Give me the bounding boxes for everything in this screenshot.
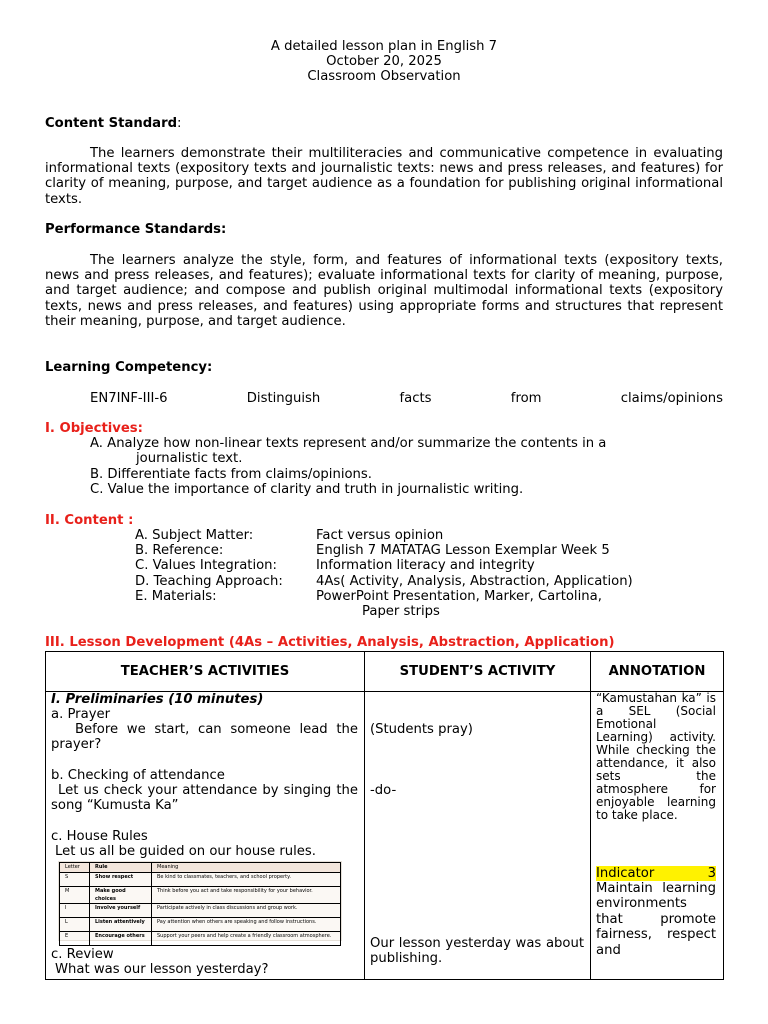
rule-name: Show respect bbox=[90, 873, 152, 887]
content-materials-continued: Paper strips bbox=[362, 604, 440, 619]
column-teacher: TEACHER’S ACTIVITIES bbox=[46, 652, 365, 692]
objective-a: A. Analyze how non-linear texts represent and/or summarize the contents in a bbox=[90, 436, 607, 451]
house-rules-heading: c. House Rules bbox=[51, 829, 148, 844]
rules-row bbox=[60, 873, 341, 887]
rule-letter: M bbox=[60, 887, 90, 904]
document-date: October 20, 2025 bbox=[326, 54, 442, 69]
attendance-heading: b. Checking of attendance bbox=[51, 768, 225, 783]
student-pray: (Students pray) bbox=[370, 722, 473, 737]
rule-meaning: Support your peers and help create a friendly classroom atmosphere. bbox=[152, 932, 341, 946]
student-answer: Our lesson yesterday was about publishing. bbox=[370, 936, 584, 967]
column-annotation: ANNOTATION bbox=[591, 652, 724, 692]
rules-row bbox=[60, 918, 341, 932]
annotation-indicator: Indicator 3 bbox=[596, 866, 716, 881]
rules-header-letter: Letter bbox=[60, 863, 90, 873]
rule-letter: L bbox=[60, 918, 90, 932]
learning-competency-text: EN7INF-III-6 Distinguish facts from claims/opinions bbox=[90, 391, 723, 406]
lesson-table bbox=[45, 651, 724, 980]
lesson-table-header bbox=[46, 652, 724, 692]
rule-meaning: Pay attention when others are speaking and follow instructions. bbox=[152, 918, 341, 932]
teacher-cell bbox=[46, 692, 365, 980]
rules-row bbox=[60, 904, 341, 918]
annotation-sel: “Kamustahan ka” is a SEL (Social Emotional Learning) activity. While checking the attendance, it also sets the atmosphere for enjoyable learning to take place. bbox=[596, 692, 716, 822]
rule-name: Encourage others bbox=[90, 932, 152, 946]
annotation-indicator-text: Maintain learning environments that promote fairness, respect and bbox=[596, 881, 716, 958]
rule-name: Listen attentively bbox=[90, 918, 152, 932]
rule-meaning: Be kind to classmates, teachers, and school property. bbox=[152, 873, 341, 887]
preliminaries-heading: I. Preliminaries (10 minutes) bbox=[51, 692, 264, 707]
document-title: A detailed lesson plan in English 7 bbox=[270, 39, 498, 54]
review-text: What was our lesson yesterday? bbox=[55, 962, 269, 977]
lesson-development-heading: III. Lesson Development (4As – Activities, Analysis, Abstraction, Application) bbox=[45, 635, 615, 650]
column-student: STUDENT’S ACTIVITY bbox=[365, 652, 591, 692]
annotation-cell bbox=[591, 692, 724, 980]
rule-name: Involve yourself bbox=[90, 904, 152, 918]
performance-standards-text: The learners analyze the style, form, and features of informational texts (expository texts, news and press releases, and features); evaluate informational texts for clarity of meaning, purpose, and target audience; and compose and publish original multimodal informational texts (expository texts, news and press releases, and features) using appropriate forms and structures that represent their meaning, purpose, and target audience. bbox=[45, 253, 723, 329]
content-item-materials: E. Materials: PowerPoint Presentation, Marker, Cartolina, bbox=[135, 589, 602, 604]
performance-standards-heading: Performance Standards: bbox=[45, 222, 227, 237]
content-item-subject: A. Subject Matter: Fact versus opinion bbox=[135, 528, 444, 543]
content-standard-text: The learners demonstrate their multiliteracies and communicative competence in evaluating informational texts (expository texts and journalistic texts: news and press releases, and features) for clarity of meaning, purpose, and target audience as a foundation for publishing original informational texts. bbox=[45, 146, 723, 207]
rules-header-rule: Rule bbox=[90, 863, 152, 873]
content-item-approach: D. Teaching Approach: 4As( Activity, Analysis, Abstraction, Application) bbox=[135, 574, 633, 589]
rule-name: Make good choices bbox=[90, 887, 152, 904]
lesson-table-row bbox=[46, 692, 724, 980]
document-subtitle: Classroom Observation bbox=[307, 69, 461, 84]
rules-row bbox=[60, 887, 341, 904]
objective-b: B. Differentiate facts from claims/opinions. bbox=[90, 467, 372, 482]
prayer-text: Before we start, can someone lead the prayer? bbox=[51, 722, 358, 753]
objective-c: C. Value the importance of clarity and truth in journalistic writing. bbox=[90, 482, 524, 497]
rules-header-meaning: Meaning bbox=[152, 863, 341, 873]
rule-meaning: Participate actively in class discussions and group work. bbox=[152, 904, 341, 918]
student-do: -do- bbox=[370, 783, 397, 798]
house-rules-image bbox=[58, 861, 342, 941]
rule-letter: E bbox=[60, 932, 90, 946]
rule-letter: I bbox=[60, 904, 90, 918]
rule-letter: S bbox=[60, 873, 90, 887]
review-heading: c. Review bbox=[51, 947, 114, 962]
learning-competency-heading: Learning Competency: bbox=[45, 360, 213, 375]
rule-meaning: Think before you act and take responsibility for your behavior. bbox=[152, 887, 341, 904]
objectives-heading: I. Objectives: bbox=[45, 421, 143, 436]
student-cell bbox=[365, 692, 591, 980]
prayer-heading: a. Prayer bbox=[51, 707, 111, 722]
attendance-text: Let us check your attendance by singing the song “Kumusta Ka” bbox=[51, 783, 358, 814]
content-heading: II. Content : bbox=[45, 513, 134, 528]
house-rules-text: Let us all be guided on our house rules. bbox=[55, 844, 316, 859]
rules-row bbox=[60, 932, 341, 946]
content-item-values: C. Values Integration: Information literacy and integrity bbox=[135, 558, 535, 573]
objective-a-continued: journalistic text. bbox=[136, 451, 243, 466]
content-standard-heading: Content Standard: bbox=[45, 116, 182, 131]
content-item-reference: B. Reference: English 7 MATATAG Lesson Exemplar Week 5 bbox=[135, 543, 610, 558]
